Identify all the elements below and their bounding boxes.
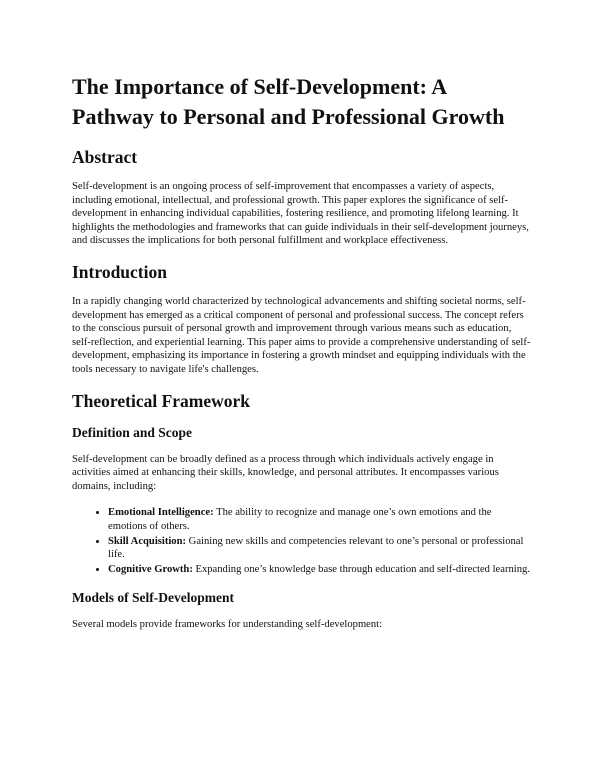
framework-section — [72, 390, 532, 632]
framework-heading: Theoretical Framework — [72, 390, 251, 411]
introduction-text: In a rapidly changing world characterized by technological advancements and shifting societal norms, self-development has emerged as a critical component of personal and professional success. The concept refers to the conscious pursuit of personal growth and improvement through various means such as education, self-reflection, and experiential learning. This paper aims to provide a comprehensive understanding of self-development, emphasizing its importance in fostering a growth mindset and equipping individuals with the tools necessary to navigate life's challenges. — [72, 295, 531, 375]
list-item-desc: Expanding one’s knowledge base through education and self-directed learning. — [192, 563, 530, 575]
list-item — [108, 535, 532, 562]
abstract-text: Self-development is an ongoing process of self-improvement that encompasses a variety of aspects, including emotional, intellectual, and professional growth. This paper explores the significance of self-development in enhancing individual capabilities, fostering resilience, and promoting lifelong learning. It highlights the methodologies and frameworks that can guide individuals in their self-development journeys, and discusses the implications for both personal fulfillment and workplace effectiveness. — [72, 181, 529, 247]
domains-list — [72, 506, 532, 576]
list-item — [108, 506, 532, 533]
document-page — [72, 72, 532, 645]
introduction-section — [72, 261, 532, 377]
models-text: Several models provide frameworks for understanding self-development: — [72, 619, 383, 631]
list-item-desc: The ability to recognize and manage one’s own emotions and the emotions of others. — [108, 507, 492, 532]
list-item-term: Emotional Intelligence: — [108, 507, 214, 519]
definition-text: Self-development can be broadly defined as a process through which individuals actively engage in activities aimed at enhancing their skills, knowledge, and personal attributes. It encompasses various domains, including: — [72, 453, 499, 492]
list-item — [108, 563, 532, 577]
definition-heading: Definition and Scope — [72, 424, 193, 440]
introduction-heading: Introduction — [72, 261, 167, 282]
abstract-heading: Abstract — [72, 147, 138, 167]
models-heading: Models of Self-Development — [72, 590, 234, 606]
paper-title: The Importance of Self-Development: A Pathway to Personal and Professional Growth — [72, 74, 505, 129]
list-item-term: Skill Acquisition: — [108, 535, 187, 547]
list-item-desc: Gaining new skills and competencies relevant to one’s personal or professional life. — [108, 535, 524, 561]
list-item-term: Cognitive Growth: — [108, 563, 193, 575]
abstract-section — [72, 146, 532, 248]
